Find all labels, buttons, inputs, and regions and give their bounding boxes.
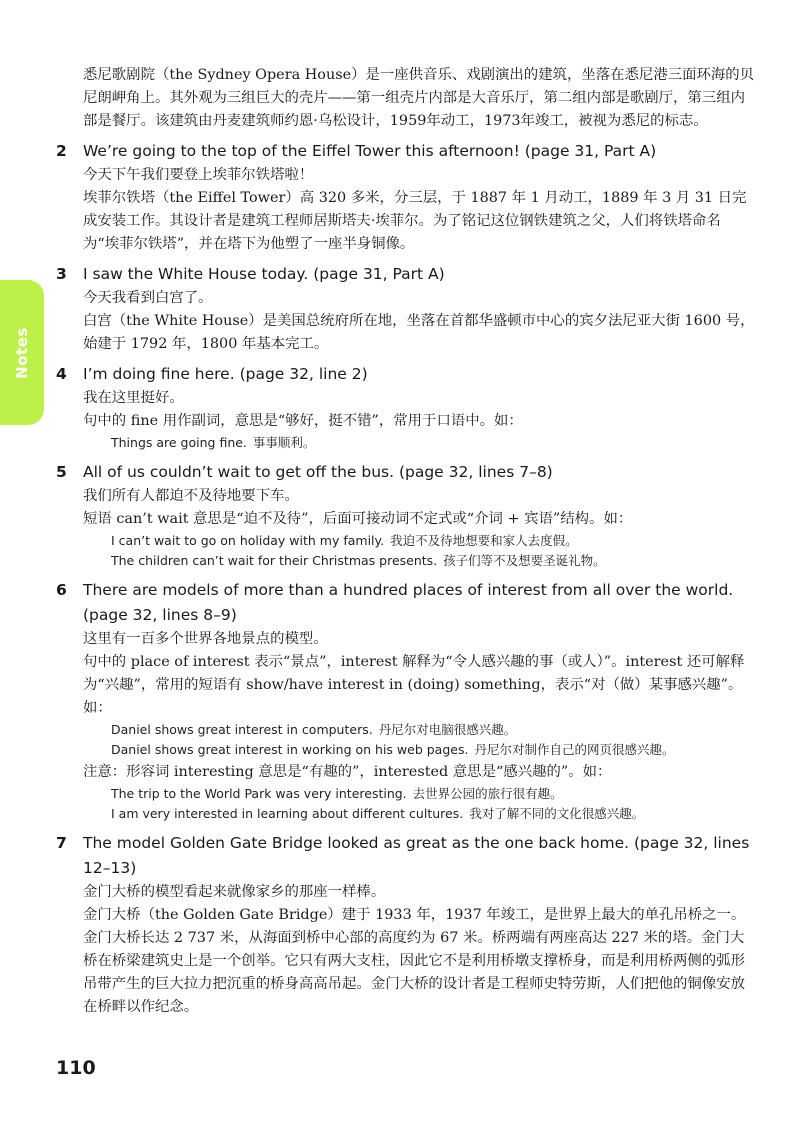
example-sentence bbox=[83, 433, 756, 454]
note-body bbox=[56, 628, 756, 825]
example-english: Things are going fine. bbox=[111, 435, 247, 450]
note-number: 2 bbox=[56, 142, 67, 160]
note-title: I saw the White House today. (page 31, Part A) bbox=[83, 265, 445, 283]
note-item bbox=[56, 139, 756, 256]
note-title: The model Golden Gate Bridge looked as great as the one back home. (page 32, lines 12–13) bbox=[83, 833, 750, 877]
example-sentence bbox=[83, 551, 756, 572]
note-text: 埃菲尔铁塔（the Eiffel Tower）高 320 多米，分三层，于 1887 年 1 月动工，1889 年 3 月 31 日完成安装工作。其设计者是建筑工程师居斯塔夫·埃菲尔。为了铭记这位钢铁建筑之父，人们将铁塔命名为“埃菲尔铁塔”，并在塔下为他塑了一座半身铜像。 bbox=[83, 190, 747, 252]
example-chinese: 事事顺利。 bbox=[252, 435, 316, 450]
note-text: 短语 can’t wait 意思是“迫不及待”，后面可接动词不定式或“介词 + 宾语”结构。如： bbox=[83, 510, 633, 527]
note-item bbox=[56, 578, 756, 825]
example-sentence bbox=[83, 804, 756, 825]
example-english: Daniel shows great interest in computers. bbox=[111, 721, 373, 737]
example-english: Daniel shows great interest in working on his web pages. bbox=[111, 742, 469, 757]
note-item-header bbox=[56, 831, 756, 881]
note-body bbox=[56, 387, 756, 454]
example-chinese: 我对了解不同的文化很感兴趣。 bbox=[469, 806, 645, 821]
note-text: 今天下午我们要登上埃菲尔铁塔啦！ bbox=[83, 167, 314, 183]
example-sentence bbox=[83, 740, 756, 761]
note-text: 句中的 fine 用作副词，意思是“够好，挺不错”，常用于口语中。如： bbox=[83, 413, 523, 429]
note-text: 白宫（the White House）是美国总统府所在地，坐落在首都华盛顿市中心的宾夕法尼亚大街 1600 号，始建于 1792 年，1800 年基本完工。 bbox=[83, 313, 755, 352]
note-item-header bbox=[56, 139, 756, 164]
note-number: 3 bbox=[56, 265, 67, 283]
example-english: The trip to the World Park was very interesting. bbox=[111, 785, 407, 801]
example-english: The children can’t wait for their Christmas presents. bbox=[111, 553, 438, 568]
example-chinese: 丹尼尔对电脑很感兴趣。 bbox=[378, 721, 517, 737]
note-item-header bbox=[56, 460, 756, 485]
example-chinese: 孩子们等不及想要圣诞礼物。 bbox=[443, 553, 606, 568]
example-english: I can’t wait to go on holiday with my family. bbox=[111, 532, 385, 548]
note-body bbox=[56, 287, 756, 356]
note-item bbox=[56, 362, 756, 454]
note-text: 我们所有人都迫不及待地要下车。 bbox=[83, 487, 299, 504]
note-item bbox=[56, 831, 756, 1019]
note-item-header bbox=[56, 262, 756, 287]
note-text: 今天我看到白宫了。 bbox=[83, 290, 213, 306]
note-body bbox=[56, 485, 756, 572]
note-text: 我在这里挺好。 bbox=[83, 390, 184, 406]
note-body bbox=[56, 881, 756, 1019]
note-number: 6 bbox=[56, 580, 67, 599]
notes-list bbox=[56, 139, 756, 1019]
example-sentence bbox=[83, 720, 756, 741]
notes-tab-label: Notes bbox=[13, 326, 31, 379]
note-text: 句中的 place of interest 表示“景点”，interest 解释为“令人感兴趣的事（或人）”。interest 还可解释为“兴趣”，常用的短语有 show/have interest in (doing) something，表示“对（做）某事感兴趣”。如： bbox=[83, 653, 745, 716]
note-text: 这里有一百多个世界各地景点的模型。 bbox=[83, 630, 328, 647]
example-chinese: 去世界公园的旅行很有趣。 bbox=[412, 785, 563, 801]
note-body bbox=[56, 164, 756, 256]
notes-side-tab bbox=[0, 280, 44, 425]
note-text: 金门大桥的模型看起来就像家乡的那座一样棒。 bbox=[83, 883, 386, 900]
note-item-header bbox=[56, 362, 756, 387]
notes-content bbox=[56, 64, 756, 1019]
example-chinese: 丹尼尔对制作自己的网页很感兴趣。 bbox=[474, 742, 675, 757]
note-number: 7 bbox=[56, 833, 67, 852]
example-chinese: 我迫不及待地想要和家人去度假。 bbox=[390, 532, 578, 548]
note-number: 4 bbox=[56, 365, 67, 383]
example-sentence bbox=[83, 531, 756, 552]
note-title: We’re going to the top of the Eiffel Tower this afternoon! (page 31, Part A) bbox=[83, 142, 657, 160]
example-english: I am very interested in learning about different cultures. bbox=[111, 806, 464, 821]
intro-paragraph: 悉尼歌剧院（the Sydney Opera House）是一座供音乐、戏剧演出的建筑，坐落在悉尼港三面环海的贝尼朗岬角上。其外观为三组巨大的壳片——第一组壳片内部是大音乐厅，第二组内部是歌剧厅，第三组内部是餐厅。该建筑由丹麦建筑师约恩·乌松设计，1959年动工，1973年竣工，被视为悉尼的标志。 bbox=[83, 67, 755, 129]
note-number: 5 bbox=[56, 462, 67, 481]
note-title: I’m doing fine here. (page 32, line 2) bbox=[83, 365, 368, 383]
note-item bbox=[56, 262, 756, 356]
note-item bbox=[56, 460, 756, 572]
note-text: 金门大桥（the Golden Gate Bridge）建于 1933 年，1937 年竣工，是世界上最大的单孔吊桥之一。金门大桥长达 2 737 米，从海面到桥中心部的高度约为 67 米。桥两端有两座高达 227 米的塔。金门大桥在桥梁建筑史上是一个创举。它只有两大支柱，因此它不是利用桥墩支撑桥身，而是利用桥两侧的弧形吊带产生的巨大拉力把沉重的桥身高高吊起。金门大桥的设计者是工程师史特劳斯，人们把他的铜像安放在桥畔以作纪念。 bbox=[83, 906, 746, 1015]
page-number: 110 bbox=[56, 1057, 96, 1079]
note-title: There are models of more than a hundred places of interest from all over the world. (page 32, lines 8–9) bbox=[83, 580, 734, 624]
example-sentence bbox=[83, 784, 756, 805]
note-item-header bbox=[56, 578, 756, 628]
note-title: All of us couldn’t wait to get off the bus. (page 32, lines 7–8) bbox=[83, 462, 553, 481]
note-text: 注意：形容词 interesting 意思是“有趣的”，interested 意思是“感兴趣的”。如： bbox=[83, 763, 612, 780]
